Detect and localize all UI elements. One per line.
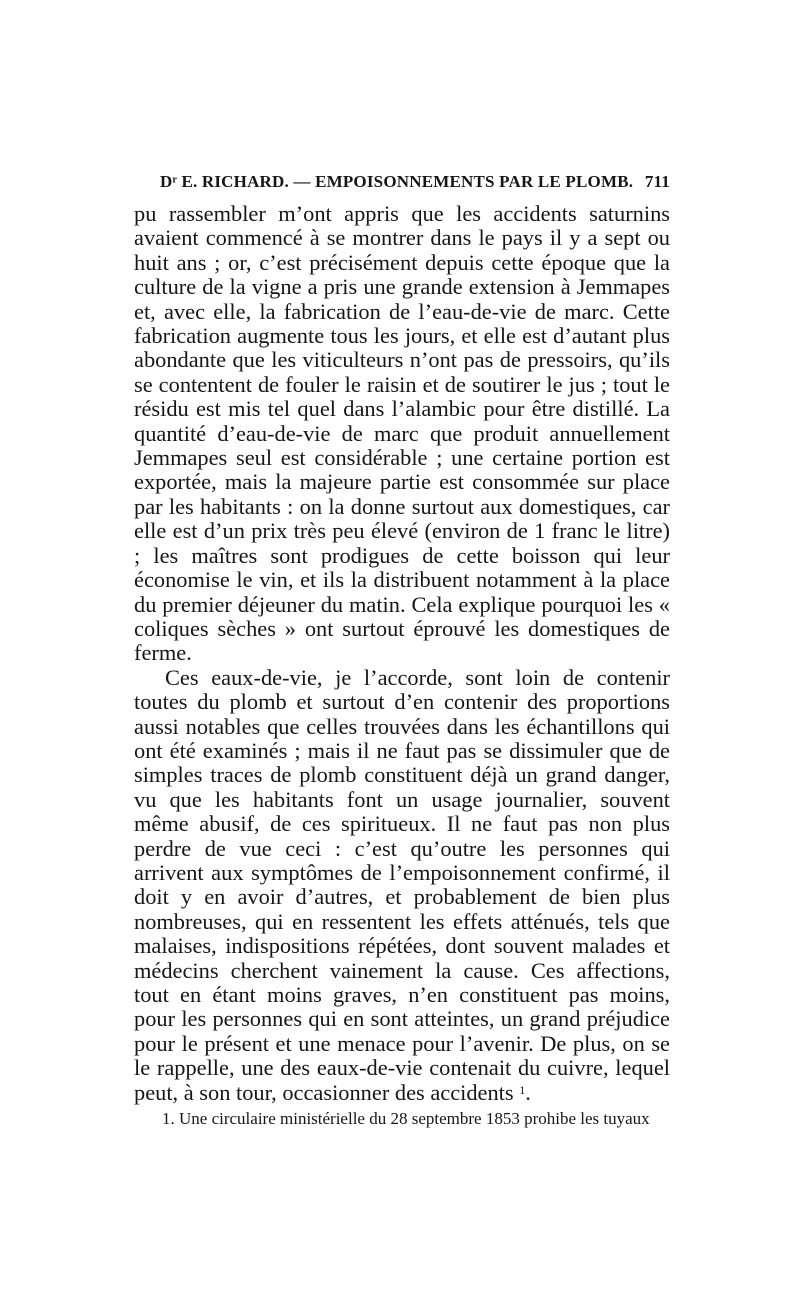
body-text xyxy=(134,202,670,1105)
running-head: Dʳ E. RICHARD. — EMPOISONNEMENTS PAR LE PLOMB. xyxy=(160,172,634,191)
paragraph xyxy=(134,666,670,1105)
paragraph-text: Ces eaux-de-vie, je l’accorde, sont loin de contenir toutes du plomb et surtout d’en contenir des proportions aussi notables que celles trouvées dans les échantillons qui ont été examinés ; mais il ne faut pas se dissimuler que de simples traces de plomb constituent déjà un grand danger, vu que les habitants font un usage journalier, souvent même abusif, de ces spiritueux. Il ne faut pas non plus perdre de vue ceci : c’est qu’outre les personnes qui arrivent aux symptômes de l’empoisonnement confirmé, il doit y en avoir d’autres, et probablement de bien plus nombreuses, qui en ressentent les effets atténués, tels que malaises, indispositions répétées, dont souvent malades et médecins cherchent vainement la cause. Ces affections, tout en étant moins graves, n’en constituent pas moins, pour les personnes qui en sont atteintes, un grand préjudice pour le présent et une menace pour l’avenir. De plus, on se le rappelle, une des eaux-de-vie contenait du cuivre, lequel peut, à son tour, occasionner des accidents xyxy=(134,664,670,1105)
paragraph-end-punctuation: . xyxy=(525,1079,531,1105)
footnote: 1. Une circulaire ministérielle du 28 septembre 1853 prohibe les tuyaux xyxy=(162,1109,650,1128)
footnote-reference: 1 xyxy=(519,1082,526,1097)
paragraph: pu rassembler m’ont appris que les accidents saturnins avaient commencé à se montrer dans le pays il y a sept ou huit ans ; or, c’est précisément depuis cette époque que la culture de la vigne a pris une grande extension à Jemmapes et, avec elle, la fabrication de l’eau-de-vie de marc. Cette fabrication augmente tous les jours, et elle est d’autant plus abondante que les viticulteurs n’ont pas de pressoirs, qu’ils se contentent de fouler le raisin et de soutirer le jus ; tout le résidu est mis tel quel dans l’alambic pour être distillé. La quantité d’eau-de-vie de marc que produit annuellement Jemmapes seul est considérable ; une certaine portion est exportée, mais la majeure partie est consommée sur place par les habitants : on la donne surtout aux domestiques, car elle est d’un prix très peu élevé (environ de 1 franc le litre) ; les maîtres sont prodigues de cette boisson qui leur économise le vin, et ils la distribuent notamment à la place du premier déjeuner du matin. Cela explique pourquoi les « coliques sèches » ont surtout éprouvé les domestiques de ferme. xyxy=(134,201,670,666)
page-number: 711 xyxy=(644,172,670,191)
page-header xyxy=(160,172,670,198)
